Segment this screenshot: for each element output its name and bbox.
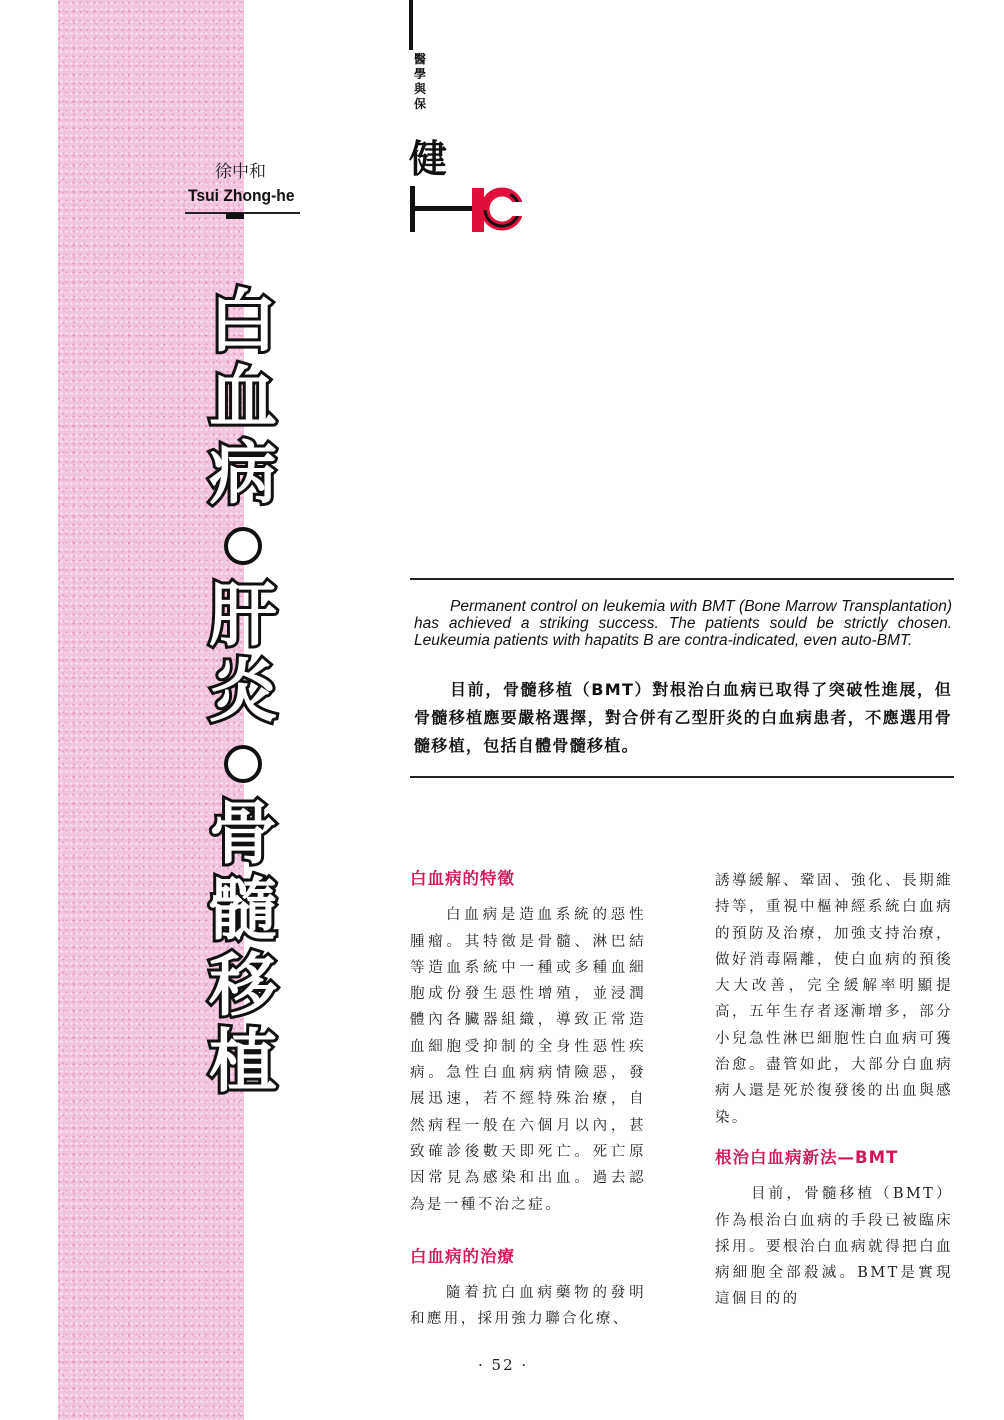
abstract-chinese <box>414 676 952 760</box>
body-paragraph: 白血病是造血系統的惡性腫瘤。其特徵是骨髓、淋巴結等造血系統中一種或多種血細胞成份發生惡性增殖，並浸潤體內各臟器組織，導致正常造血細胞受抑制的全身性惡性疾病。急性白血病病情險惡，發展迅速，若不經特殊治療，自然病程一般在六個月以內，甚致確診後數天即死亡。死亡原因常見為感染和出血。過去認為是一種不治之症。 <box>410 907 646 1213</box>
hc-logo <box>410 186 522 234</box>
section-label-char: 學 <box>413 67 426 81</box>
section-label-big-char: 健 <box>409 137 448 181</box>
author-name-en: Tsui Zhong-he <box>188 186 295 205</box>
body-paragraph: 目前，骨髓移植（BMT）作為根治白血病的手段已被臨床採用。要根治白血病就得把白血病細胞全部殺滅。BMT是實現這個目的的 <box>715 1186 953 1308</box>
title-char: 白 <box>208 283 277 362</box>
section-label-char: 醫 <box>413 52 426 66</box>
section-heading: 白血病的特徵 <box>410 869 515 888</box>
section-label-char: 與 <box>413 82 426 96</box>
body-paragraph: 誘導緩解、鞏固、強化、長期維持等，重視中樞神經系統白血病的預防及治療，加強支持治療，做好消毒隔離，使白血病的預後大大改善，完全緩解率明顯提高，五年生存者逐漸增多，部分小兒急性淋巴細胞性白血病可獲治愈。盡管如此，大部分白血病病人還是死於復發後的出血與感染。 <box>715 873 953 1126</box>
section-heading: 根治白血病新法—BMT <box>715 1147 899 1167</box>
author-name-cn: 徐中和 <box>215 162 266 182</box>
body-column-2 <box>715 868 953 1313</box>
section-label <box>413 52 427 112</box>
page-number: · 52 · <box>478 1356 529 1374</box>
section-rule <box>409 0 413 50</box>
abstract-english-text: Permanent control on leukemia with BMT (Bone Marrow Transplantation) has achieved a striking success. The patients sould be strictly chosen. Leukeumia patients with hapatits B are contra-indicated, even auto-BMT. <box>414 598 952 649</box>
title-char: 髓 <box>208 871 277 950</box>
abstract-chinese-text: 目前，骨髓移植（BMT）對根治白血病已取得了突破性進展，但骨髓移植應要嚴格選擇，對合併有乙型肝炎的白血病患者，不應選用骨髓移植，包括自體骨髓移植。 <box>414 680 952 755</box>
title-char: 血 <box>208 359 277 438</box>
title-char: 骨 <box>208 795 277 874</box>
title-separator-circle <box>224 745 262 783</box>
body-paragraph: 隨着抗白血病藥物的發明和應用，採用強力聯合化療、 <box>410 1285 646 1328</box>
abstract-english <box>414 598 952 649</box>
title-separator-circle <box>224 527 262 565</box>
title-char: 植 <box>208 1023 277 1102</box>
title-char: 肝 <box>208 577 277 656</box>
author-rule-tab <box>226 213 244 219</box>
section-heading: 白血病的治療 <box>410 1246 515 1266</box>
body-column-1 <box>410 866 646 1333</box>
title-char: 病 <box>208 435 277 514</box>
title-char: 炎 <box>208 653 277 732</box>
title-char: 移 <box>208 947 277 1026</box>
section-label-char: 保 <box>413 97 426 111</box>
article-title <box>198 285 288 1101</box>
